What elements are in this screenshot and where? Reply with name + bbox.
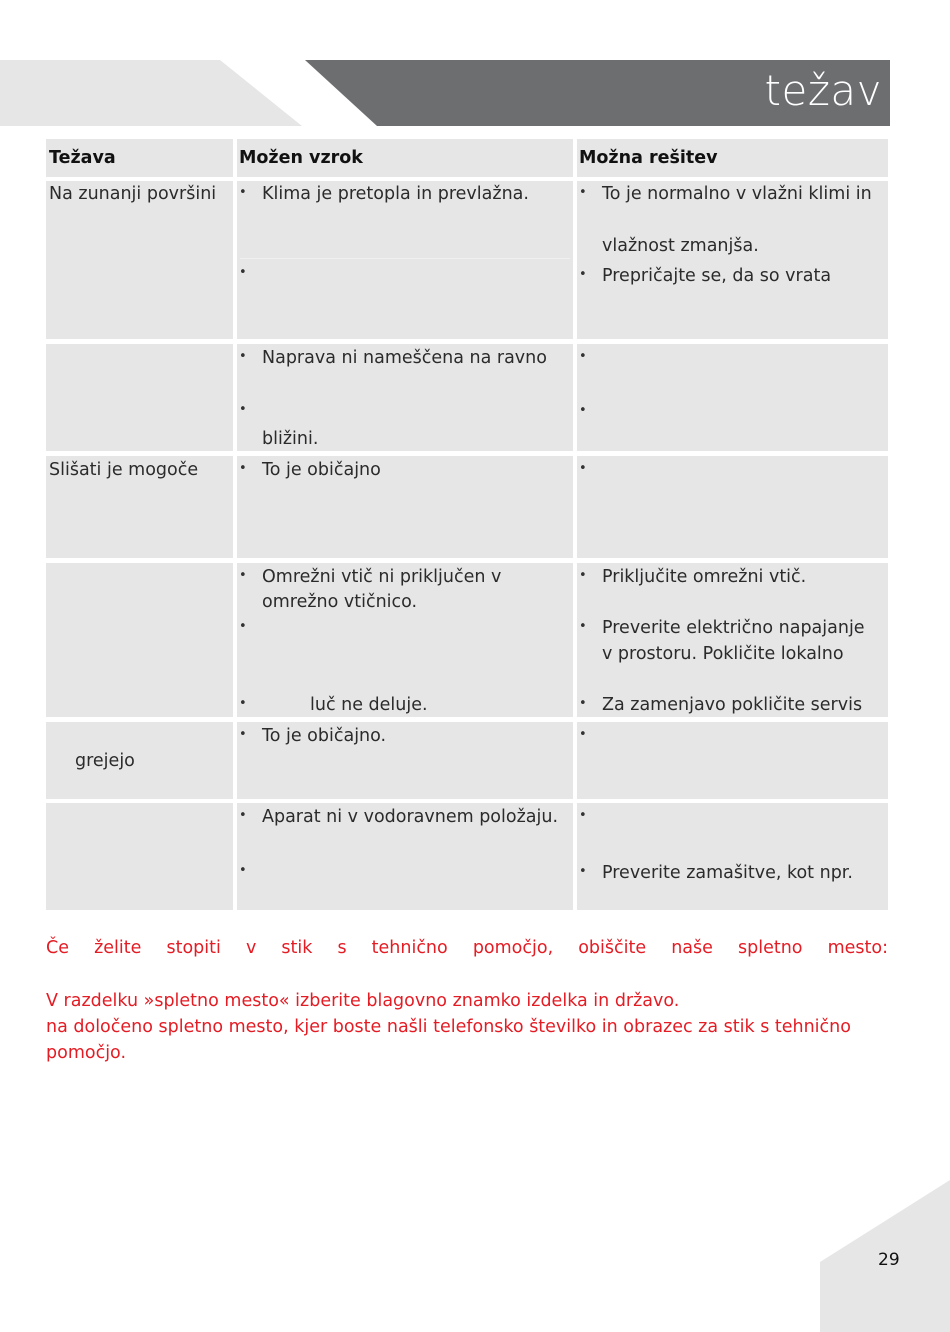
support-word: spletno — [738, 938, 803, 958]
row-4-cause-1: Omrežni vtič ni priključen v — [262, 567, 502, 587]
bullet: • — [239, 402, 247, 417]
bullet: • — [239, 461, 247, 476]
support-word: stik — [281, 938, 313, 958]
bullet: • — [579, 267, 587, 282]
row-4-solution-2b: v prostoru. Pokličite lokalno — [602, 644, 844, 664]
bullet: • — [579, 568, 587, 583]
row-5-problem-text: grejejo — [75, 751, 135, 771]
table-row-4-problem — [46, 563, 233, 717]
row-6-solution-2: Preverite zamašitve, kot npr. — [602, 863, 853, 883]
bullet: • — [579, 461, 587, 476]
support-word: s — [337, 938, 347, 958]
bullet: • — [239, 727, 247, 742]
table-row-6-problem — [46, 803, 233, 910]
table-row-6-solution — [577, 803, 888, 910]
bullet: • — [239, 265, 247, 280]
support-word: Če — [46, 938, 69, 958]
row-3-cause-1: To je običajno — [262, 460, 381, 480]
table-row-5-solution — [577, 722, 888, 799]
row-2-cause-2b: bližini. — [262, 429, 319, 449]
support-line-2: V razdelku »spletno mesto« izberite blagovno znamko izdelka in državo. — [46, 991, 680, 1011]
table-row-2-problem — [46, 344, 233, 451]
page-number: 29 — [878, 1250, 900, 1270]
row-1-solution-1: To je normalno v vlažni klimi in — [602, 184, 872, 204]
row-4-cause-1b: omrežno vtičnico. — [262, 592, 418, 612]
bullet: • — [239, 619, 247, 634]
row-4-solution-3: Za zamenjavo pokličite servis — [602, 695, 863, 715]
bullet: • — [579, 808, 587, 823]
row-1-solution-1b: vlažnost zmanjša. — [602, 236, 759, 256]
support-line-1 — [46, 938, 888, 958]
bullet: • — [239, 185, 247, 200]
row-4-cause-3: luč ne deluje. — [310, 695, 428, 715]
column-header-solution: Možna rešitev — [579, 148, 718, 168]
bullet: • — [239, 863, 247, 878]
row-1-solution-2: Prepričajte se, da so vrata — [602, 266, 832, 286]
bullet: • — [579, 696, 587, 711]
column-header-cause: Možen vzrok — [239, 148, 363, 168]
support-word: stopiti — [166, 938, 221, 958]
support-word: tehnično — [371, 938, 448, 958]
bullet: • — [579, 727, 587, 742]
bullet: • — [239, 349, 247, 364]
support-line-4: pomočjo. — [46, 1043, 127, 1063]
row-4-solution-1: Priključite omrežni vtič. — [602, 567, 807, 587]
support-line-3: na določeno spletno mesto, kjer boste našli telefonsko številko in obrazec za stik s tehnično — [46, 1017, 851, 1037]
bullet: • — [579, 349, 587, 364]
bullet: • — [579, 864, 587, 879]
row-4-solution-2: Preverite električno napajanje — [602, 618, 865, 638]
column-header-problem: Težava — [49, 148, 116, 168]
cell-divider — [240, 258, 570, 259]
bullet: • — [239, 808, 247, 823]
row-2-cause-1: Naprava ni nameščena na ravno — [262, 348, 547, 368]
bullet: • — [239, 568, 247, 583]
row-3-problem-text: Slišati je mogoče — [49, 460, 199, 480]
bullet: • — [579, 185, 587, 200]
support-word: v — [245, 938, 257, 958]
support-word: želite — [94, 938, 142, 958]
row-6-cause-1: Aparat ni v vodoravnem položaju. — [262, 807, 559, 827]
bullet: • — [239, 696, 247, 711]
row-1-problem-text: Na zunanji površini — [49, 184, 217, 204]
section-title: težav — [764, 66, 882, 115]
support-word: mesto: — [827, 938, 888, 958]
support-word: pomočjo, — [472, 938, 554, 958]
table-row-3-solution — [577, 456, 888, 558]
header-banner-light — [0, 60, 310, 126]
support-word: obiščite — [578, 938, 647, 958]
table-row-2-solution — [577, 344, 888, 451]
row-1-cause-1: Klima je pretopla in prevlažna. — [262, 184, 529, 204]
support-word: naše — [671, 938, 713, 958]
bullet: • — [579, 619, 587, 634]
bullet: • — [579, 403, 587, 418]
row-5-cause-1: To je običajno. — [262, 726, 387, 746]
